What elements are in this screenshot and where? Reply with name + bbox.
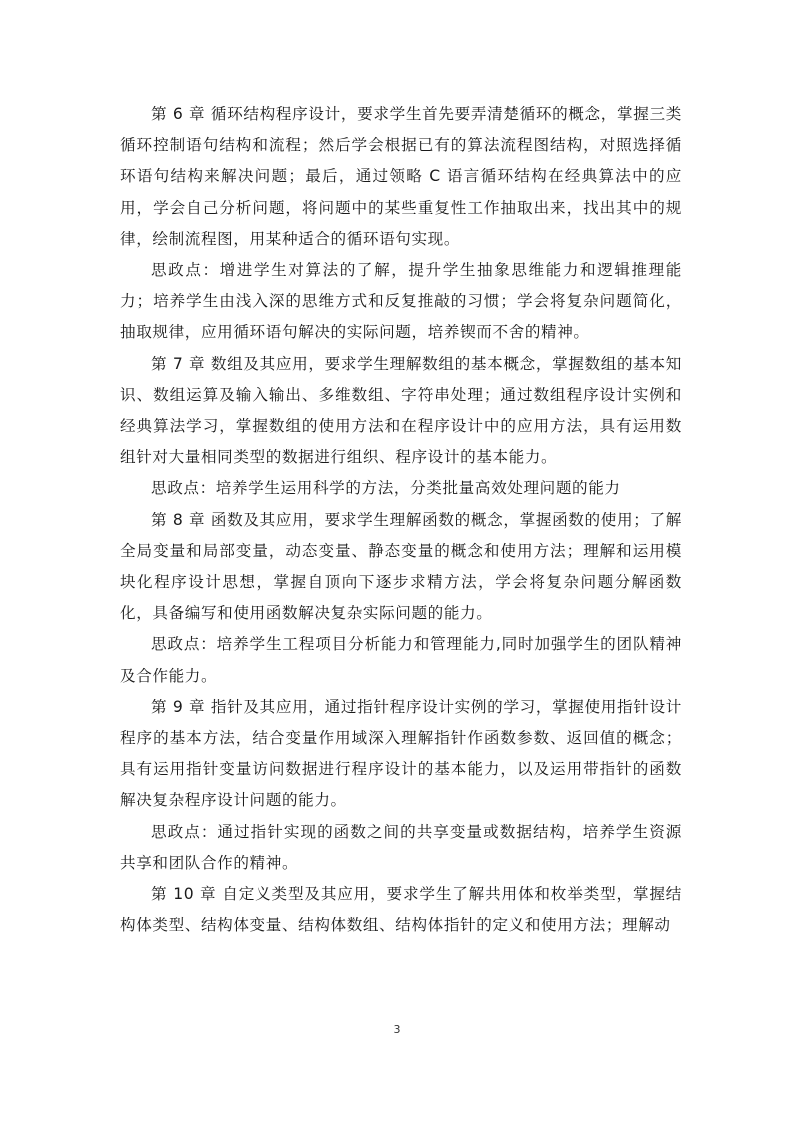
paragraph-ideology-chapter-6: 思政点：增进学生对算法的了解，提升学生抽象思维能力和逻辑推理能力；培养学生由浅入深的思维方式和反复推敲的习惯；学会将复杂问题简化，抽取规律，应用循环语句解决的实际问题，培养锲而不舍的精神。 — [120, 261, 682, 342]
paragraph-ideology-chapter-9: 思政点：通过指针实现的函数之间的共享变量或数据结构，培养学生资源共享和团队合作的精神。 — [120, 822, 682, 872]
paragraph-chapter-8: 第 8 章 函数及其应用，要求学生理解函数的概念，掌握函数的使用；了解全局变量和局部变量，动态变量、静态变量的概念和使用方法；理解和运用模块化程序设计思想，掌握自顶向下逐步求精方法，学会将复杂问题分解函数化，具备编写和使用函数解决复杂实际问题的能力。 — [120, 510, 682, 623]
page-number: 3 — [393, 1023, 401, 1036]
paragraph-chapter-10: 第 10 章 自定义类型及其应用，要求学生了解共用体和枚举类型，掌握结构体类型、结构体变量、结构体数组、结构体指针的定义和使用方法；理解动 — [120, 885, 682, 935]
paragraph-chapter-9: 第 9 章 指针及其应用，通过指针程序设计实例的学习，掌握使用指针设计程序的基本方法，结合变量作用域深入理解指针作函数参数、返回值的概念；具有运用指针变量访问数据进行程序设计的基本能力，以及运用带指针的函数解决复杂程序设计问题的能力。 — [120, 697, 682, 810]
paragraph-chapter-6: 第 6 章 循环结构程序设计，要求学生首先要弄清楚循环的概念，掌握三类循环控制语句结构和流程；然后学会根据已有的算法流程图结构，对照选择循环语句结构来解决问题；最后，通过领略 C 语言循环结构在经典算法中的应用，学会自己分析问题，将问题中的某些重复性工作抽取出来，找出其中的规律，绘制流程图，用某种适合的循环语句实现。 — [120, 105, 682, 248]
paragraph-ideology-chapter-8: 思政点：培养学生工程项目分析能力和管理能力,同时加强学生的团队精神及合作能力。 — [120, 635, 682, 685]
paragraph-ideology-chapter-7: 思政点：培养学生运用科学的方法，分类批量高效处理问题的能力 — [151, 479, 621, 498]
paragraph-chapter-7: 第 7 章 数组及其应用，要求学生理解数组的基本概念，掌握数组的基本知识、数组运算及输入输出、多维数组、字符串处理；通过数组程序设计实例和经典算法学习，掌握数组的使用方法和在程序设计中的应用方法，具有运用数组针对大量相同类型的数据进行组织、程序设计的基本能力。 — [120, 354, 682, 467]
document-body — [120, 99, 682, 941]
